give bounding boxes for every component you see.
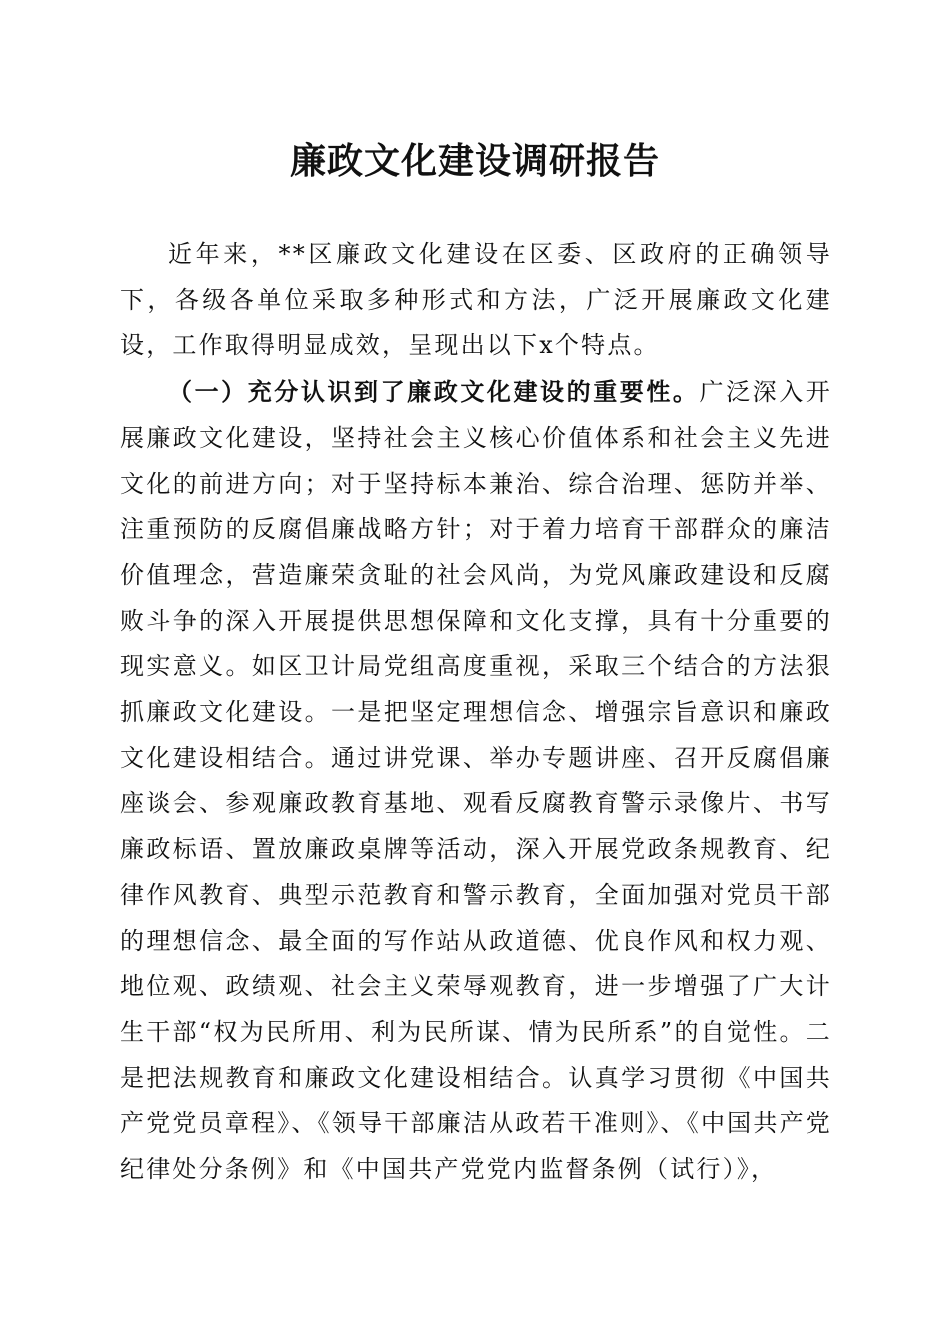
document-body bbox=[120, 232, 832, 1193]
section-1-text: 广泛深入开展廉政文化建设，坚持社会主义核心价值体系和社会主义先进文化的前进方向；对于坚持标本兼治、综合治理、惩防并举、注重预防的反腐倡廉战略方针；对于着力培育干部群众的廉洁价值理念，营造廉荣贪耻的社会风尚，为党风廉政建设和反腐败斗争的深入开展提供思想保障和文化支撑，具有十分重要的现实意义。如区卫计局党组高度重视，采取三个结合的方法狠抓廉政文化建设。一是把坚定理想信念、增强宗旨意识和廉政文化建设相结合。通过讲党课、举办专题讲座、召开反腐倡廉座谈会、参观廉政教育基地、观看反腐教育警示录像片、书写廉政标语、置放廉政桌牌等活动，深入开展党政条规教育、纪律作风教育、典型示范教育和警示教育，全面加强对党员干部的理想信念、最全面的写作站从政道德、优良作风和权力观、地位观、政绩观、社会主义荣辱观教育，进一步增强了广大计生干部“权为民所用、利为民所谋、情为民所系”的自觉性。二是把法规教育和廉政文化建设相结合。认真学习贯彻《中国共产党党员章程》、《领导干部廉洁从政若干准则》、《中国共产党纪律处分条例》和《中国共产党党内监督条例（试行）》， bbox=[120, 378, 832, 1184]
section-1-paragraph bbox=[120, 369, 832, 1193]
intro-paragraph: 近年来，**区廉政文化建设在区委、区政府的正确领导下，各级各单位采取多种形式和方法，广泛开展廉政文化建设，工作取得明显成效，呈现出以下x个特点。 bbox=[120, 240, 832, 360]
section-1-heading: （一）充分认识到了廉政文化建设的重要性。 bbox=[168, 377, 700, 407]
document-title: 廉政文化建设调研报告 bbox=[289, 140, 660, 182]
